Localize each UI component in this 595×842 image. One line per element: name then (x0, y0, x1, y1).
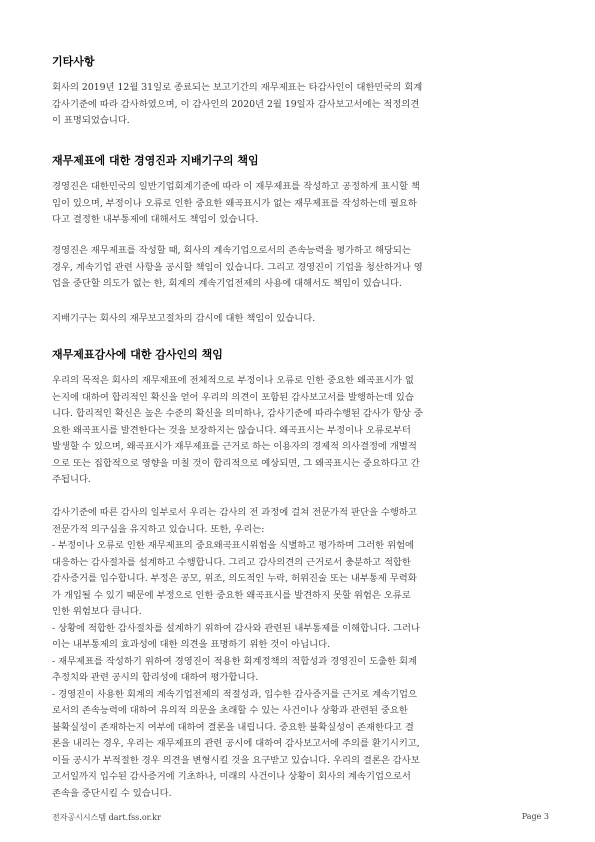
text-line: 불확실성이 존재하는지 여부에 대하여 결론을 내립니다. 중요한 불확실성이 존재한다고 결 (52, 721, 414, 733)
text-line: 전문가적 의구심을 유지하고 있습니다. 또한, 우리는: (52, 523, 265, 535)
paragraph-audit-procedures (52, 505, 420, 802)
text-line: 이들 공시가 부적절한 경우 의견을 변형시킬 것을 요구받고 있습니다. 우리의 결론은 감사보 (52, 754, 420, 766)
paragraph-governance-responsibility (52, 311, 315, 328)
text-line: - 경영진이 사용한 회계의 계속기업전제의 적절성과, 입수한 감사증거를 근거로 계속기업으 (52, 688, 417, 700)
text-line: 존속을 중단시킬 수 있습니다. (52, 787, 172, 799)
paragraph-audit-objective (52, 373, 423, 489)
text-line: 로서의 존속능력에 대하여 유의적 의문을 초래할 수 있는 사건이나 상황과 관련된 중요한 (52, 705, 408, 716)
paragraph-going-concern-responsibility (52, 243, 423, 293)
text-line: 다고 결정한 내부통제에 대해서도 책임이 있습니다. (52, 214, 259, 225)
text-line: 감사기준에 따른 감사의 일부로서 우리는 감사의 전 과정에 걸쳐 전문가적 판단을 수행하고 (52, 507, 417, 518)
text-line: 인한 위험보다 큽니다. (52, 606, 142, 617)
text-line: 감사증거를 입수합니다. 부정은 공모, 위조, 의도적인 누락, 허위진술 또는 내부통제 무력화 (52, 573, 417, 584)
text-line: 요한 왜곡표시를 발견한다는 것을 보장하지는 않습니다. 왜곡표시는 부정이나 오류로부터 (52, 424, 411, 436)
footer-source: 전자공시시스템 dart.fss.or.kr (52, 813, 161, 822)
text-line: - 부정이나 오류로 인한 재무제표의 중요왜곡표시위험을 식별하고 평가하며 그러한 위험에 (52, 540, 415, 551)
text-line: 경영진은 대한민국의 일반기업회계기준에 따라 이 재무제표를 작성하고 공정하게 표시할 책 (52, 181, 420, 192)
text-line: 론을 내리는 경우, 우리는 재무제표의 관련 공시에 대하여 감사보고서에 주의를 환기시키고, (52, 738, 420, 749)
text-line: 대응하는 감사절차를 설계하고 수행합니다. 그리고 감사의견의 근거로서 충분하고 적합한 (52, 556, 411, 568)
text-line: 임이 있으며, 부정이나 오류로 인한 중요한 왜곡표시가 없는 재무제표를 작성하는데 필요하 (52, 197, 417, 209)
text-line: 주됩니다. (52, 474, 91, 485)
section-heading-other-matters: 기타사항 (52, 55, 95, 68)
text-line: - 상황에 적합한 감사절차를 설계하기 위하여 감사와 관련된 내부통제를 이해합니다. 그러나 (52, 622, 420, 634)
text-line: 우리의 목적은 회사의 재무제표에 전체적으로 부정이나 오류로 인한 중요한 왜곡표시가 없 (52, 375, 414, 386)
text-line: 업을 중단할 의도가 없는 한, 회계의 계속기업전제의 사용에 대해서도 책임이 있습니다. (52, 278, 402, 289)
text-line: 니다. 합리적인 확신은 높은 수준의 확신을 의미하나, 감사기준에 따라수행된 감사가 항상 중 (52, 408, 423, 419)
text-line: 는지에 대하여 합리적인 확신을 얻어 우리의 의견이 포함된 감사보고서를 발행하는데 있습 (52, 391, 414, 403)
text-line: 으로 또는 집합적으로 영향을 미칠 것이 합리적으로 예상되면, 그 왜곡표시는 중요하다고 간 (52, 457, 420, 469)
text-line: 이 표명되었습니다. (52, 115, 130, 126)
text-line: 추정치와 관련 공시의 합리성에 대하여 평가합니다. (52, 672, 259, 683)
footer-page-number: Page 3 (521, 812, 549, 821)
paragraph-management-fs-responsibility (52, 179, 420, 229)
text-line: 회사의 2019년 12월 31일로 종료되는 보고기간의 재무제표는 타감사인이 대한민국의 회계 (52, 82, 423, 93)
section-heading-auditor-responsibility: 재무제표감사에 대한 감사인의 책임 (52, 348, 223, 361)
section-heading-management-responsibility: 재무제표에 대한 경영진과 지배기구의 책임 (52, 154, 259, 167)
text-line: 가 개입될 수 있기 때문에 부정으로 인한 중요한 왜곡표시를 발견하지 못할 위험은 오류로 (52, 589, 411, 601)
paragraph-prior-year-auditor (52, 80, 422, 130)
text-line: 고서일까지 입수된 감사증거에 기초하나, 미래의 사건이나 상황이 회사의 계속기업으로서 (52, 771, 411, 782)
text-line: 경우, 계속기업 관련 사항을 공시할 책임이 있습니다. 그리고 경영진이 기업을 청산하거나 영 (52, 261, 423, 273)
text-line: 감사기준에 따라 감사하였으며, 이 감사인의 2020년 2월 19일자 감사보고서에는 적정의견 (52, 98, 420, 110)
text-line: 지배기구는 회사의 재무보고절차의 감시에 대한 책임이 있습니다. (52, 313, 316, 324)
text-line: - 재무제표를 작성하기 위하여 경영진이 적용한 회계정책의 적합성과 경영진이 도출한 회계 (52, 655, 417, 667)
text-line: 이는 내부통제의 효과성에 대한 의견을 표명하기 위한 것이 아닙니다. (52, 639, 331, 650)
text-line: 발생할 수 있으며, 왜곡표시가 재무제표를 근거로 하는 이용자의 경제적 의사결정에 개별적 (52, 441, 417, 452)
text-line: 경영진은 재무제표를 작성할 때, 회사의 계속기업으로서의 존속능력을 평가하고 해당되는 (52, 245, 411, 256)
